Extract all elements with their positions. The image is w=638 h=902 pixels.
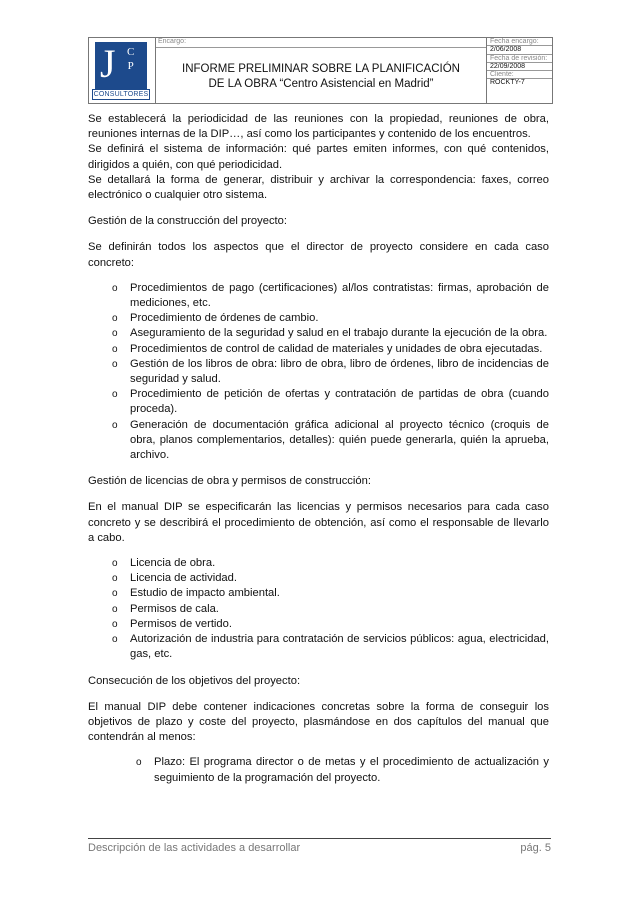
footer-section-title: Descripción de las actividades a desarrollar (88, 842, 301, 854)
cliente-value: ROCKTY-7 (490, 79, 525, 87)
fecha-revision-value: 22/09/2008 (487, 63, 552, 71)
bullet-marker: o (112, 282, 118, 294)
document-title-line-2: DE LA OBRA “Centro Asistencial en Madrid” (208, 78, 434, 90)
bullet-marker: o (112, 328, 118, 340)
page-number: pág. 5 (520, 842, 551, 854)
bullet-marker: o (112, 389, 118, 401)
document-title (156, 62, 486, 92)
list-item: o Generación de documentación gráfica adicional al proyecto técnico (croquis de obra, planos complementarios, detalles): quién puede generarla, quién la aprueba, archivo. (112, 418, 549, 462)
list-item: o Procedimientos de control de calidad de materiales y unidades de obra ejecutadas. (88, 342, 549, 357)
list-item: o Aseguramiento de la seguridad y salud en el trabajo durante la ejecución de la obra. (88, 326, 549, 341)
bullet-marker: o (112, 634, 118, 646)
fecha-encargo-value: 2/06/2008 (487, 46, 552, 54)
footer-divider (88, 838, 551, 839)
bullet-marker: o (112, 343, 118, 355)
paragraph-informacion: Se definirá el sistema de información: qué partes emiten informes, con qué contenidos, dirigidos a quién, con qué periodicidad. (88, 143, 549, 171)
list-item: o Estudio de impacto ambiental. (88, 586, 549, 601)
paragraph-licencias: En el manual DIP se especificarán las licencias y permisos necesarios para cada caso concreto y se describirá el procedimiento de obtención, así como el responsable de llevarlo a cabo. (88, 501, 549, 544)
logo-small-letters: C P (127, 46, 135, 72)
list-item: o Licencia de obra. (88, 556, 549, 571)
list-item: o Permisos de vertido. (88, 617, 549, 632)
document-header (88, 37, 553, 104)
bullet-marker: o (136, 757, 142, 769)
fecha-encargo-label: Fecha encargo: (487, 38, 552, 46)
bullet-marker: o (112, 419, 118, 431)
bullet-marker: o (112, 618, 118, 630)
company-logo (89, 38, 156, 103)
bullet-marker: o (112, 588, 118, 600)
logo-band-text: CONSULTORES (93, 91, 149, 98)
list-item: o Procedimiento de petición de ofertas y contratación de partidas de obra (cuando proceda). (112, 388, 549, 416)
list-item: o Autorización de industria para contratación de servicios públicos: agua, electricidad, gas, etc. (112, 633, 549, 661)
paragraph-objetivos: El manual DIP debe contener indicaciones concretas sobre la forma de conseguir los objetivos de plazo y coste del proyecto, plasmándose en dos capítulos del manual que contendrán al menos: (88, 700, 549, 744)
list-item: o Plazo: El programa director o de metas y el procedimiento de actualización y seguimiento de la programación del proyecto. (136, 756, 549, 784)
section-heading-objetivos: Consecución de los objetivos del proyecto: (88, 674, 301, 687)
header-title-cell (156, 38, 487, 103)
paragraph-aspectos: Se definirán todos los aspectos que el director de proyecto considere en cada caso concreto: (88, 241, 549, 269)
section-heading-licencias: Gestión de licencias de obra y permisos de construcción: (88, 475, 371, 488)
header-meta-cell (487, 38, 552, 103)
list-item: o Gestión de los libros de obra: libro de obra, libro de órdenes, libro de incidencias de seguridad y salud. (112, 357, 549, 386)
objetivos-list (88, 755, 549, 785)
bullet-marker: o (112, 573, 118, 585)
bullet-marker: o (112, 603, 118, 615)
paragraph-reuniones: Se establecerá la periodicidad de las reuniones con la propiedad, reuniones de obra, reuniones internas de la DIP…, así como los participantes y contenido de los encuentros. (88, 113, 549, 141)
list-item: o Licencia de actividad. (88, 571, 549, 586)
fecha-revision-label: Fecha de revisión: (487, 55, 552, 63)
list-item: o Procedimiento de órdenes de cambio. (88, 311, 549, 326)
bullet-marker: o (112, 558, 118, 570)
section-heading-construccion: Gestión de la construcción del proyecto: (88, 215, 287, 228)
encargo-label: Encargo: (158, 38, 187, 45)
construccion-list (88, 281, 549, 463)
bullet-marker: o (112, 313, 118, 325)
logo-letter: J (100, 41, 116, 86)
list-item: o Permisos de cala. (88, 602, 549, 617)
bullet-marker: o (112, 358, 118, 370)
list-item: o Procedimientos de pago (certificaciones) al/los contratistas: firmas, aprobación de mediciones, etc. (112, 281, 549, 310)
encargo-divider (156, 47, 486, 48)
licencias-list (88, 556, 549, 662)
cliente-label: Cliente: (487, 71, 552, 79)
paragraph-correspondencia: Se detallará la forma de generar, distribuir y archivar la correspondencia: faxes, correo electrónico o cualquier otro sistema. (88, 173, 549, 202)
document-body (88, 112, 549, 786)
document-title-line-1: INFORME PRELIMINAR SOBRE LA PLANIFICACIÓN (182, 63, 460, 75)
